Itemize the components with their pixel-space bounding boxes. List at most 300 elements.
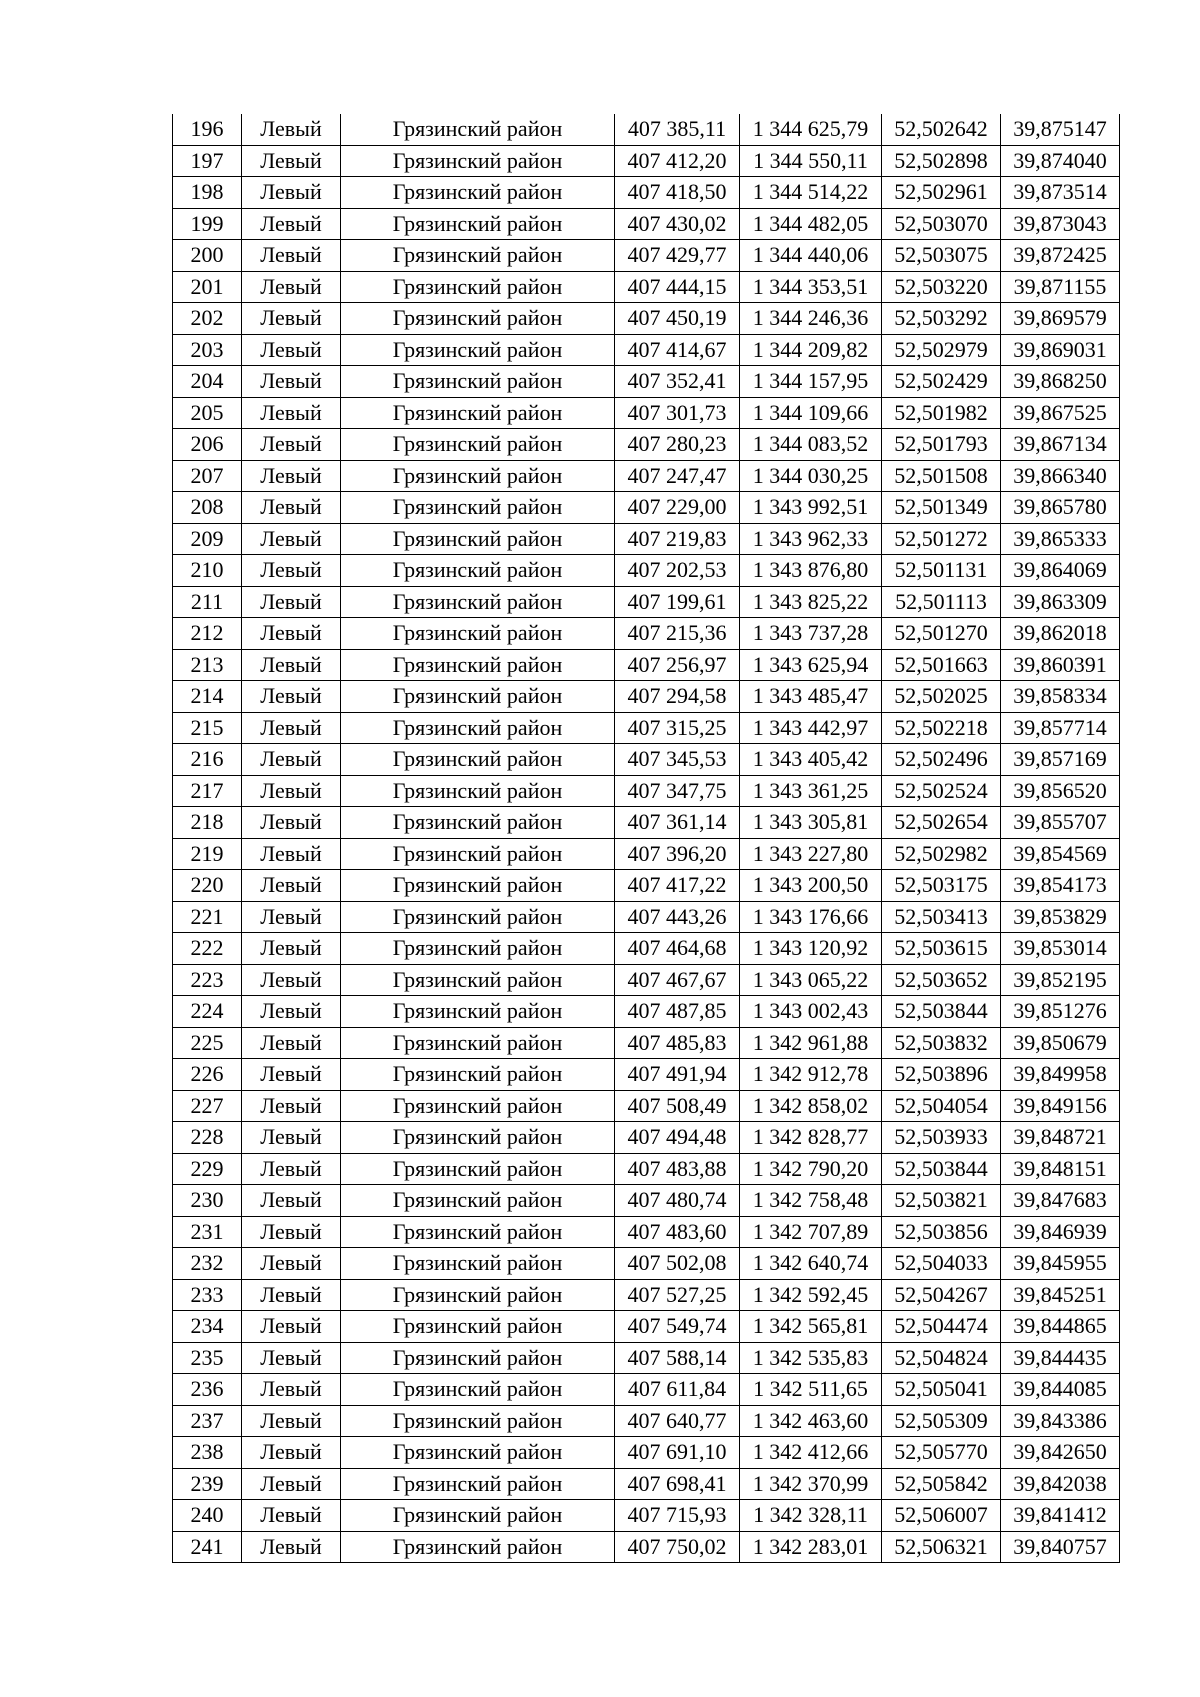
- point-number-cell: 208: [173, 492, 242, 524]
- latitude-cell: 52,504054: [882, 1090, 1001, 1122]
- y-coordinate-cell: 1 342 858,02: [740, 1090, 882, 1122]
- latitude-cell: 52,504267: [882, 1279, 1001, 1311]
- bank-side-cell: Левый: [242, 555, 341, 587]
- table-row: [173, 114, 1120, 145]
- table-row: [173, 744, 1120, 776]
- x-coordinate-cell: 407 347,75: [615, 775, 740, 807]
- longitude-cell: 39,844435: [1001, 1342, 1120, 1374]
- y-coordinate-cell: 1 342 463,60: [740, 1405, 882, 1437]
- point-number-cell: 228: [173, 1122, 242, 1154]
- table-row: [173, 838, 1120, 870]
- latitude-cell: 52,502025: [882, 681, 1001, 713]
- y-coordinate-cell: 1 343 992,51: [740, 492, 882, 524]
- point-number-cell: 223: [173, 964, 242, 996]
- district-cell: Грязинский район: [341, 366, 615, 398]
- point-number-cell: 239: [173, 1468, 242, 1500]
- x-coordinate-cell: 407 315,25: [615, 712, 740, 744]
- y-coordinate-cell: 1 343 227,80: [740, 838, 882, 870]
- district-cell: Грязинский район: [341, 586, 615, 618]
- y-coordinate-cell: 1 344 514,22: [740, 177, 882, 209]
- bank-side-cell: Левый: [242, 1342, 341, 1374]
- point-number-cell: 215: [173, 712, 242, 744]
- x-coordinate-cell: 407 588,14: [615, 1342, 740, 1374]
- table-row: [173, 240, 1120, 272]
- x-coordinate-cell: 407 352,41: [615, 366, 740, 398]
- table-row: [173, 523, 1120, 555]
- longitude-cell: 39,871155: [1001, 271, 1120, 303]
- bank-side-cell: Левый: [242, 303, 341, 335]
- bank-side-cell: Левый: [242, 1153, 341, 1185]
- point-number-cell: 204: [173, 366, 242, 398]
- x-coordinate-cell: 407 361,14: [615, 807, 740, 839]
- bank-side-cell: Левый: [242, 429, 341, 461]
- latitude-cell: 52,501349: [882, 492, 1001, 524]
- latitude-cell: 52,503615: [882, 933, 1001, 965]
- district-cell: Грязинский район: [341, 712, 615, 744]
- district-cell: Грязинский район: [341, 1468, 615, 1500]
- longitude-cell: 39,854173: [1001, 870, 1120, 902]
- point-number-cell: 199: [173, 208, 242, 240]
- latitude-cell: 52,501113: [882, 586, 1001, 618]
- table-row: [173, 460, 1120, 492]
- x-coordinate-cell: 407 698,41: [615, 1468, 740, 1500]
- table-row: [173, 555, 1120, 587]
- point-number-cell: 209: [173, 523, 242, 555]
- bank-side-cell: Левый: [242, 1279, 341, 1311]
- y-coordinate-cell: 1 344 550,11: [740, 145, 882, 177]
- longitude-cell: 39,847683: [1001, 1185, 1120, 1217]
- table-row: [173, 1405, 1120, 1437]
- district-cell: Грязинский район: [341, 838, 615, 870]
- bank-side-cell: Левый: [242, 649, 341, 681]
- x-coordinate-cell: 407 280,23: [615, 429, 740, 461]
- y-coordinate-cell: 1 344 109,66: [740, 397, 882, 429]
- y-coordinate-cell: 1 344 625,79: [740, 114, 882, 145]
- bank-side-cell: Левый: [242, 334, 341, 366]
- longitude-cell: 39,848721: [1001, 1122, 1120, 1154]
- district-cell: Грязинский район: [341, 460, 615, 492]
- latitude-cell: 52,502524: [882, 775, 1001, 807]
- x-coordinate-cell: 407 396,20: [615, 838, 740, 870]
- x-coordinate-cell: 407 483,88: [615, 1153, 740, 1185]
- district-cell: Грязинский район: [341, 492, 615, 524]
- bank-side-cell: Левый: [242, 1500, 341, 1532]
- district-cell: Грязинский район: [341, 649, 615, 681]
- latitude-cell: 52,505842: [882, 1468, 1001, 1500]
- point-number-cell: 214: [173, 681, 242, 713]
- table-row: [173, 1468, 1120, 1500]
- x-coordinate-cell: 407 480,74: [615, 1185, 740, 1217]
- district-cell: Грязинский район: [341, 303, 615, 335]
- latitude-cell: 52,504824: [882, 1342, 1001, 1374]
- latitude-cell: 52,503844: [882, 996, 1001, 1028]
- y-coordinate-cell: 1 343 737,28: [740, 618, 882, 650]
- bank-side-cell: Левый: [242, 744, 341, 776]
- y-coordinate-cell: 1 343 361,25: [740, 775, 882, 807]
- latitude-cell: 52,503896: [882, 1059, 1001, 1091]
- x-coordinate-cell: 407 429,77: [615, 240, 740, 272]
- x-coordinate-cell: 407 430,02: [615, 208, 740, 240]
- x-coordinate-cell: 407 443,26: [615, 901, 740, 933]
- x-coordinate-cell: 407 494,48: [615, 1122, 740, 1154]
- longitude-cell: 39,862018: [1001, 618, 1120, 650]
- latitude-cell: 52,503413: [882, 901, 1001, 933]
- y-coordinate-cell: 1 343 200,50: [740, 870, 882, 902]
- district-cell: Грязинский район: [341, 145, 615, 177]
- district-cell: Грязинский район: [341, 555, 615, 587]
- point-number-cell: 216: [173, 744, 242, 776]
- y-coordinate-cell: 1 342 535,83: [740, 1342, 882, 1374]
- longitude-cell: 39,845955: [1001, 1248, 1120, 1280]
- latitude-cell: 52,503844: [882, 1153, 1001, 1185]
- district-cell: Грязинский район: [341, 1311, 615, 1343]
- latitude-cell: 52,501508: [882, 460, 1001, 492]
- longitude-cell: 39,869031: [1001, 334, 1120, 366]
- longitude-cell: 39,864069: [1001, 555, 1120, 587]
- table-row: [173, 807, 1120, 839]
- point-number-cell: 240: [173, 1500, 242, 1532]
- bank-side-cell: Левый: [242, 271, 341, 303]
- table-row: [173, 775, 1120, 807]
- y-coordinate-cell: 1 342 328,11: [740, 1500, 882, 1532]
- district-cell: Грязинский район: [341, 996, 615, 1028]
- bank-side-cell: Левый: [242, 1374, 341, 1406]
- bank-side-cell: Левый: [242, 460, 341, 492]
- point-number-cell: 197: [173, 145, 242, 177]
- y-coordinate-cell: 1 342 412,66: [740, 1437, 882, 1469]
- latitude-cell: 52,501982: [882, 397, 1001, 429]
- bank-side-cell: Левый: [242, 1437, 341, 1469]
- point-number-cell: 218: [173, 807, 242, 839]
- table-row: [173, 1500, 1120, 1532]
- latitude-cell: 52,505770: [882, 1437, 1001, 1469]
- latitude-cell: 52,502654: [882, 807, 1001, 839]
- x-coordinate-cell: 407 750,02: [615, 1531, 740, 1563]
- district-cell: Грязинский район: [341, 1405, 615, 1437]
- latitude-cell: 52,502429: [882, 366, 1001, 398]
- bank-side-cell: Левый: [242, 1090, 341, 1122]
- point-number-cell: 198: [173, 177, 242, 209]
- y-coordinate-cell: 1 344 482,05: [740, 208, 882, 240]
- latitude-cell: 52,506007: [882, 1500, 1001, 1532]
- x-coordinate-cell: 407 691,10: [615, 1437, 740, 1469]
- district-cell: Грязинский район: [341, 240, 615, 272]
- y-coordinate-cell: 1 342 961,88: [740, 1027, 882, 1059]
- bank-side-cell: Левый: [242, 838, 341, 870]
- district-cell: Грязинский район: [341, 1279, 615, 1311]
- table-row: [173, 303, 1120, 335]
- y-coordinate-cell: 1 342 707,89: [740, 1216, 882, 1248]
- longitude-cell: 39,857714: [1001, 712, 1120, 744]
- table-row: [173, 1027, 1120, 1059]
- table-row: [173, 1311, 1120, 1343]
- table-row: [173, 1279, 1120, 1311]
- x-coordinate-cell: 407 219,83: [615, 523, 740, 555]
- latitude-cell: 52,503652: [882, 964, 1001, 996]
- point-number-cell: 213: [173, 649, 242, 681]
- latitude-cell: 52,501270: [882, 618, 1001, 650]
- table-row: [173, 208, 1120, 240]
- district-cell: Грязинский район: [341, 397, 615, 429]
- longitude-cell: 39,874040: [1001, 145, 1120, 177]
- x-coordinate-cell: 407 549,74: [615, 1311, 740, 1343]
- x-coordinate-cell: 407 414,67: [615, 334, 740, 366]
- longitude-cell: 39,872425: [1001, 240, 1120, 272]
- bank-side-cell: Левый: [242, 492, 341, 524]
- bank-side-cell: Левый: [242, 366, 341, 398]
- table-row: [173, 397, 1120, 429]
- bank-side-cell: Левый: [242, 1405, 341, 1437]
- bank-side-cell: Левый: [242, 1531, 341, 1563]
- x-coordinate-cell: 407 611,84: [615, 1374, 740, 1406]
- bank-side-cell: Левый: [242, 1185, 341, 1217]
- table-row: [173, 429, 1120, 461]
- point-number-cell: 232: [173, 1248, 242, 1280]
- point-number-cell: 225: [173, 1027, 242, 1059]
- district-cell: Грязинский район: [341, 618, 615, 650]
- longitude-cell: 39,840757: [1001, 1531, 1120, 1563]
- district-cell: Грязинский район: [341, 177, 615, 209]
- district-cell: Грязинский район: [341, 775, 615, 807]
- x-coordinate-cell: 407 467,67: [615, 964, 740, 996]
- district-cell: Грязинский район: [341, 1342, 615, 1374]
- x-coordinate-cell: 407 508,49: [615, 1090, 740, 1122]
- x-coordinate-cell: 407 215,36: [615, 618, 740, 650]
- x-coordinate-cell: 407 385,11: [615, 114, 740, 145]
- bank-side-cell: Левый: [242, 1248, 341, 1280]
- district-cell: Грязинский район: [341, 1122, 615, 1154]
- latitude-cell: 52,503220: [882, 271, 1001, 303]
- bank-side-cell: Левый: [242, 1122, 341, 1154]
- x-coordinate-cell: 407 464,68: [615, 933, 740, 965]
- x-coordinate-cell: 407 444,15: [615, 271, 740, 303]
- district-cell: Грязинский район: [341, 1248, 615, 1280]
- longitude-cell: 39,853829: [1001, 901, 1120, 933]
- bank-side-cell: Левый: [242, 1468, 341, 1500]
- y-coordinate-cell: 1 343 876,80: [740, 555, 882, 587]
- y-coordinate-cell: 1 342 912,78: [740, 1059, 882, 1091]
- coordinates-table-body: [173, 114, 1120, 1563]
- longitude-cell: 39,851276: [1001, 996, 1120, 1028]
- district-cell: Грязинский район: [341, 1437, 615, 1469]
- district-cell: Грязинский район: [341, 744, 615, 776]
- district-cell: Грязинский район: [341, 681, 615, 713]
- table-row: [173, 1153, 1120, 1185]
- longitude-cell: 39,845251: [1001, 1279, 1120, 1311]
- x-coordinate-cell: 407 412,20: [615, 145, 740, 177]
- district-cell: Грязинский район: [341, 1531, 615, 1563]
- bank-side-cell: Левый: [242, 901, 341, 933]
- y-coordinate-cell: 1 344 083,52: [740, 429, 882, 461]
- longitude-cell: 39,853014: [1001, 933, 1120, 965]
- y-coordinate-cell: 1 342 640,74: [740, 1248, 882, 1280]
- latitude-cell: 52,504033: [882, 1248, 1001, 1280]
- longitude-cell: 39,860391: [1001, 649, 1120, 681]
- point-number-cell: 210: [173, 555, 242, 587]
- bank-side-cell: Левый: [242, 1216, 341, 1248]
- bank-side-cell: Левый: [242, 177, 341, 209]
- bank-side-cell: Левый: [242, 523, 341, 555]
- district-cell: Грязинский район: [341, 1216, 615, 1248]
- latitude-cell: 52,501272: [882, 523, 1001, 555]
- longitude-cell: 39,867525: [1001, 397, 1120, 429]
- point-number-cell: 211: [173, 586, 242, 618]
- latitude-cell: 52,503821: [882, 1185, 1001, 1217]
- longitude-cell: 39,844865: [1001, 1311, 1120, 1343]
- bank-side-cell: Левый: [242, 681, 341, 713]
- x-coordinate-cell: 407 527,25: [615, 1279, 740, 1311]
- bank-side-cell: Левый: [242, 586, 341, 618]
- latitude-cell: 52,501131: [882, 555, 1001, 587]
- point-number-cell: 201: [173, 271, 242, 303]
- district-cell: Грязинский район: [341, 114, 615, 145]
- point-number-cell: 234: [173, 1311, 242, 1343]
- point-number-cell: 212: [173, 618, 242, 650]
- bank-side-cell: Левый: [242, 397, 341, 429]
- bank-side-cell: Левый: [242, 145, 341, 177]
- y-coordinate-cell: 1 343 176,66: [740, 901, 882, 933]
- district-cell: Грязинский район: [341, 429, 615, 461]
- y-coordinate-cell: 1 343 625,94: [740, 649, 882, 681]
- longitude-cell: 39,841412: [1001, 1500, 1120, 1532]
- longitude-cell: 39,869579: [1001, 303, 1120, 335]
- bank-side-cell: Левый: [242, 996, 341, 1028]
- point-number-cell: 196: [173, 114, 242, 145]
- y-coordinate-cell: 1 344 440,06: [740, 240, 882, 272]
- bank-side-cell: Левый: [242, 1311, 341, 1343]
- x-coordinate-cell: 407 640,77: [615, 1405, 740, 1437]
- table-row: [173, 996, 1120, 1028]
- district-cell: Грязинский район: [341, 271, 615, 303]
- bank-side-cell: Левый: [242, 1027, 341, 1059]
- latitude-cell: 52,501663: [882, 649, 1001, 681]
- y-coordinate-cell: 1 343 305,81: [740, 807, 882, 839]
- y-coordinate-cell: 1 343 485,47: [740, 681, 882, 713]
- table-row: [173, 1122, 1120, 1154]
- longitude-cell: 39,854569: [1001, 838, 1120, 870]
- point-number-cell: 233: [173, 1279, 242, 1311]
- district-cell: Грязинский район: [341, 334, 615, 366]
- point-number-cell: 241: [173, 1531, 242, 1563]
- x-coordinate-cell: 407 485,83: [615, 1027, 740, 1059]
- district-cell: Грязинский район: [341, 1374, 615, 1406]
- x-coordinate-cell: 407 345,53: [615, 744, 740, 776]
- point-number-cell: 206: [173, 429, 242, 461]
- longitude-cell: 39,852195: [1001, 964, 1120, 996]
- latitude-cell: 52,502218: [882, 712, 1001, 744]
- x-coordinate-cell: 407 491,94: [615, 1059, 740, 1091]
- table-row: [173, 1248, 1120, 1280]
- y-coordinate-cell: 1 344 209,82: [740, 334, 882, 366]
- point-number-cell: 227: [173, 1090, 242, 1122]
- x-coordinate-cell: 407 247,47: [615, 460, 740, 492]
- latitude-cell: 52,505309: [882, 1405, 1001, 1437]
- longitude-cell: 39,867134: [1001, 429, 1120, 461]
- district-cell: Грязинский район: [341, 1059, 615, 1091]
- table-row: [173, 1090, 1120, 1122]
- latitude-cell: 52,505041: [882, 1374, 1001, 1406]
- point-number-cell: 224: [173, 996, 242, 1028]
- latitude-cell: 52,506321: [882, 1531, 1001, 1563]
- longitude-cell: 39,844085: [1001, 1374, 1120, 1406]
- district-cell: Грязинский район: [341, 1500, 615, 1532]
- longitude-cell: 39,856520: [1001, 775, 1120, 807]
- y-coordinate-cell: 1 344 353,51: [740, 271, 882, 303]
- table-row: [173, 177, 1120, 209]
- longitude-cell: 39,868250: [1001, 366, 1120, 398]
- y-coordinate-cell: 1 343 442,97: [740, 712, 882, 744]
- table-row: [173, 649, 1120, 681]
- district-cell: Грязинский район: [341, 870, 615, 902]
- table-row: [173, 586, 1120, 618]
- longitude-cell: 39,865333: [1001, 523, 1120, 555]
- district-cell: Грязинский район: [341, 964, 615, 996]
- table-row: [173, 1342, 1120, 1374]
- table-row: [173, 1374, 1120, 1406]
- bank-side-cell: Левый: [242, 807, 341, 839]
- table-row: [173, 712, 1120, 744]
- longitude-cell: 39,849958: [1001, 1059, 1120, 1091]
- table-row: [173, 870, 1120, 902]
- x-coordinate-cell: 407 301,73: [615, 397, 740, 429]
- table-row: [173, 366, 1120, 398]
- district-cell: Грязинский район: [341, 1090, 615, 1122]
- district-cell: Грязинский район: [341, 1153, 615, 1185]
- bank-side-cell: Левый: [242, 618, 341, 650]
- table-row: [173, 1437, 1120, 1469]
- table-row: [173, 618, 1120, 650]
- y-coordinate-cell: 1 342 565,81: [740, 1311, 882, 1343]
- point-number-cell: 219: [173, 838, 242, 870]
- x-coordinate-cell: 407 483,60: [615, 1216, 740, 1248]
- latitude-cell: 52,503075: [882, 240, 1001, 272]
- x-coordinate-cell: 407 202,53: [615, 555, 740, 587]
- latitude-cell: 52,502496: [882, 744, 1001, 776]
- table-row: [173, 145, 1120, 177]
- y-coordinate-cell: 1 342 370,99: [740, 1468, 882, 1500]
- table-row: [173, 901, 1120, 933]
- point-number-cell: 230: [173, 1185, 242, 1217]
- bank-side-cell: Левый: [242, 114, 341, 145]
- y-coordinate-cell: 1 343 405,42: [740, 744, 882, 776]
- bank-side-cell: Левый: [242, 870, 341, 902]
- y-coordinate-cell: 1 342 511,65: [740, 1374, 882, 1406]
- longitude-cell: 39,842650: [1001, 1437, 1120, 1469]
- y-coordinate-cell: 1 342 283,01: [740, 1531, 882, 1563]
- point-number-cell: 203: [173, 334, 242, 366]
- y-coordinate-cell: 1 344 246,36: [740, 303, 882, 335]
- longitude-cell: 39,875147: [1001, 114, 1120, 145]
- longitude-cell: 39,873514: [1001, 177, 1120, 209]
- coordinates-table: [172, 114, 1120, 1563]
- latitude-cell: 52,501793: [882, 429, 1001, 461]
- y-coordinate-cell: 1 343 120,92: [740, 933, 882, 965]
- latitude-cell: 52,503856: [882, 1216, 1001, 1248]
- district-cell: Грязинский район: [341, 208, 615, 240]
- longitude-cell: 39,873043: [1001, 208, 1120, 240]
- y-coordinate-cell: 1 344 030,25: [740, 460, 882, 492]
- point-number-cell: 226: [173, 1059, 242, 1091]
- latitude-cell: 52,502642: [882, 114, 1001, 145]
- longitude-cell: 39,866340: [1001, 460, 1120, 492]
- point-number-cell: 202: [173, 303, 242, 335]
- table-row: [173, 334, 1120, 366]
- longitude-cell: 39,849156: [1001, 1090, 1120, 1122]
- point-number-cell: 222: [173, 933, 242, 965]
- point-number-cell: 236: [173, 1374, 242, 1406]
- table-row: [173, 271, 1120, 303]
- district-cell: Грязинский район: [341, 901, 615, 933]
